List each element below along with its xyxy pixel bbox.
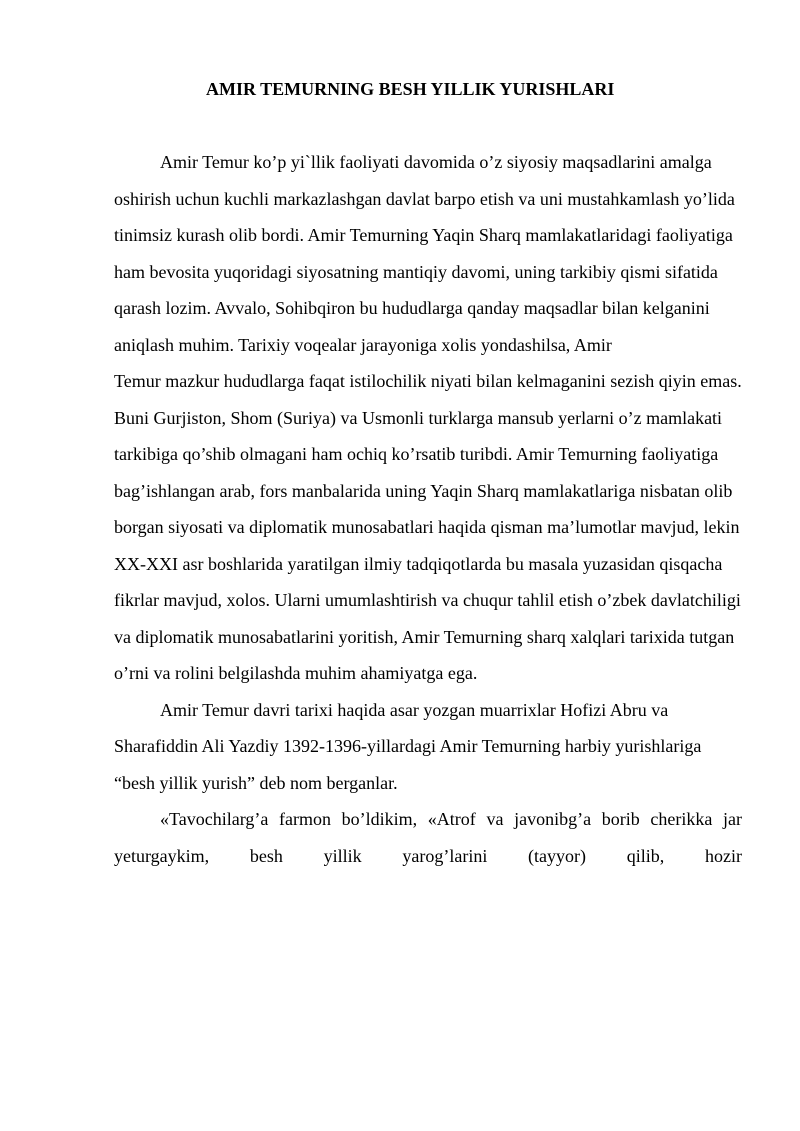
paragraph-2: Temur mazkur hududlarga faqat istilochilik niyati bilan kelmaganini sezish qiyin emas. Buni Gurjiston, Shom (Suriya) va Usmonli turklarga mansub yerlarni o’z mamlakati tarkibiga qo’shib olmagani ham ochiq ko’rsatib turibdi. Amir Temurning faoliyatiga bag’ishlangan arab, fors manbalarida uning Yaqin Sharq mamlakatlariga nisbatan olib borgan siyosati va diplomatik munosabatlari haqida qisman ma’lumotlar mavjud, lekin XX-XXI asr boshlarida yaratilgan ilmiy tadqiqotlarda bu masala yuzasidan qisqacha fikrlar mavjud, xolos. Ularni umumlashtirish va chuqur tahlil etish o’zbek davlatchiligi va diplomatik munosabatlarini yoritish, Amir Temurning sharq xalqlari tarixida tutgan o’rni va rolini belgilashda muhim ahamiyatga ega.	[114, 371, 742, 683]
paragraph-1: Amir Temur ko’p yi`llik faoliyati davomida o’z siyosiy maqsadlarini amalga oshirish uchun kuchli markazlashgan davlat barpo etish va uni mustahkamlash yo’lida tinimsiz kurash olib bordi. Amir Temurning Yaqin Sharq mamlakatlaridagi faoliyatiga ham bevosita yuqoridagi siyosatning mantiqiy davomi, uning tarkibiy qismi sifatida qarash lozim. Avvalo, Sohibqiron bu hududlarga qanday maqsadlar bilan kelganini aniqlash muhim. Tarixiy voqealar jarayoniga xolis yondashilsa, Amir	[114, 152, 735, 355]
paragraph-3: Amir Temur davri tarixi haqida asar yozgan muarrixlar Hofizi Abru va Sharafiddin Ali Yazdiy 1392-1396-yillardagi Amir Temurning harbiy yurishlariga “besh yillik yurish” deb nom berganlar.	[114, 699, 702, 793]
document-page	[114, 76, 742, 874]
paragraph-4: «Tavochilarg’a farmon bo’ldikim, «Atrof va javonibg’a borib cherikka jar yeturgaykim, besh yillik yarog’larini (tayyor) qilib, hozir	[114, 809, 742, 866]
document-body	[114, 144, 742, 874]
document-title: AMIR TEMURNING BESH YILLIK YURISHLARI	[206, 79, 615, 99]
